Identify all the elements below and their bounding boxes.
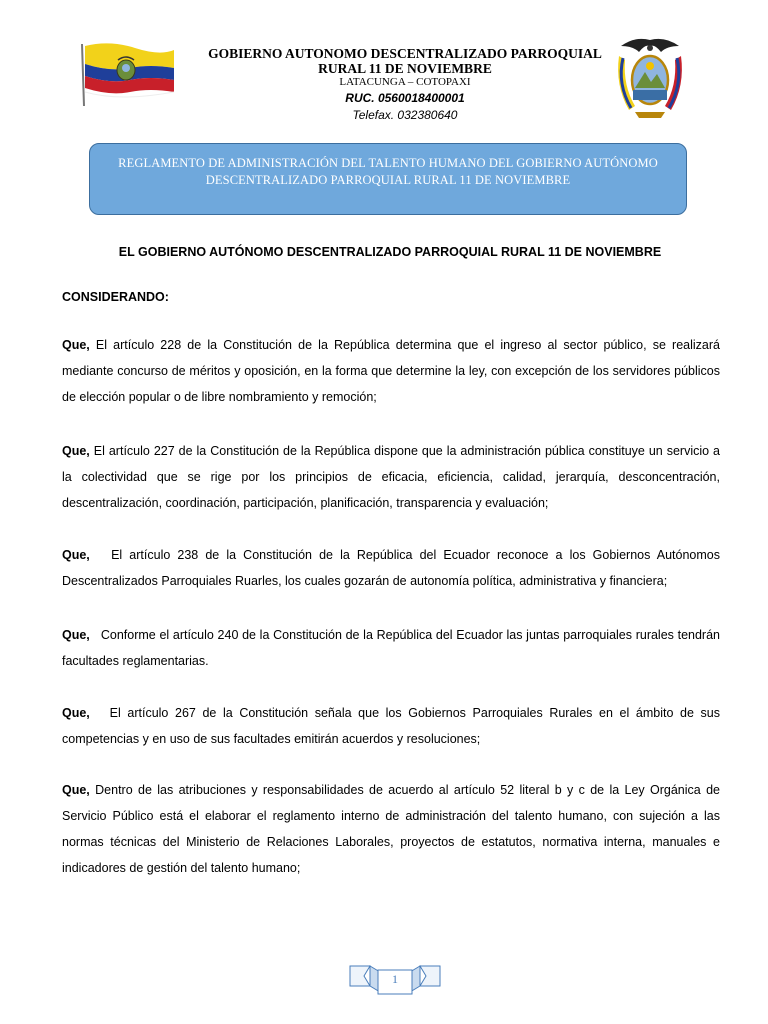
paragraph-2 (62, 438, 720, 516)
header-phone: Telefax. 032380640 (352, 108, 458, 122)
header-line-2: RURAL 11 DE NOVIEMBRE (318, 61, 492, 76)
paragraph-text: El artículo 267 de la Constitución señala que los Gobiernos Parroquiales Rurales en el ámbito de sus competencias y en uso de sus facultades emitirán acuerdos y resoluciones; (62, 706, 724, 746)
ecuador-flag-icon (80, 42, 176, 108)
page-number: 1 (392, 972, 398, 986)
header-ruc: RUC. 0560018400001 (345, 91, 465, 105)
document-heading: EL GOBIERNO AUTÓNOMO DESCENTRALIZADO PARROQUIAL RURAL 11 DE NOVIEMBRE (118, 245, 662, 259)
paragraph-text: Conforme el artículo 240 de la Constitución de la República del Ecuador las juntas parroquiales rurales tendrán facultades reglamentarias. (62, 628, 724, 668)
paragraph-1 (62, 332, 720, 410)
coat-of-arms-icon (615, 36, 685, 122)
paragraph-5 (62, 700, 724, 752)
paragraph-6 (62, 777, 720, 881)
paragraph-lead: Que, (62, 548, 90, 562)
paragraph-text: El artículo 227 de la Constitución de la República dispone que la administración pública constituye un servicio a la colectividad que se rige por los principios de eficacia, eficiencia, calidad, jerarquía, desconcentración, descentralización, coordinación, participación, planificación, transparencia y evaluación; (62, 444, 720, 510)
paragraph-lead: Que, (62, 444, 90, 458)
paragraph-3 (62, 542, 724, 594)
regulation-title-box (89, 143, 687, 215)
considerando-label: CONSIDERANDO: (62, 290, 169, 304)
paragraph-text: Dentro de las atribuciones y responsabilidades de acuerdo al artículo 52 literal b y c de la Ley Orgánica de Servicio Público está el elaborar el reglamento interno de administración del talento humano, con sujeción a las normas técnicas del Ministerio de Relaciones Laborales, proyectos de estatutos, normativa interna, manuales e indicadores de gestión del talento humano; (62, 783, 720, 875)
header-line-1: GOBIERNO AUTONOMO DESCENTRALIZADO PARROQUIAL (208, 46, 602, 61)
header-location: LATACUNGA – COTOPAXI (339, 76, 471, 88)
document-header (180, 46, 630, 123)
paragraph-lead: Que, (62, 628, 90, 642)
paragraph-lead: Que, (62, 706, 90, 720)
paragraph-lead: Que, (62, 783, 90, 797)
paragraph-text: El artículo 228 de la Constitución de la República determina que el ingreso al sector público, se realizará mediante concurso de méritos y oposición, en la forma que determine la ley, con excepción de los servidores públicos de elección popular o de libre nombramiento y remoción; (62, 338, 720, 404)
paragraph-text: El artículo 238 de la Constitución de la República del Ecuador reconoce a los Gobiernos Autónomos Descentralizados Parroquiales Ruarles, los cuales gozarán de autonomía política, administrativa y financiera; (62, 548, 724, 588)
paragraph-4 (62, 622, 724, 674)
regulation-title: REGLAMENTO DE ADMINISTRACIÓN DEL TALENTO HUMANO DEL GOBIERNO AUTÓNOMO DESCENTRALIZADO PARROQUIAL RURAL 11 DE NOVIEMBRE (118, 156, 658, 187)
paragraph-lead: Que, (62, 338, 90, 352)
